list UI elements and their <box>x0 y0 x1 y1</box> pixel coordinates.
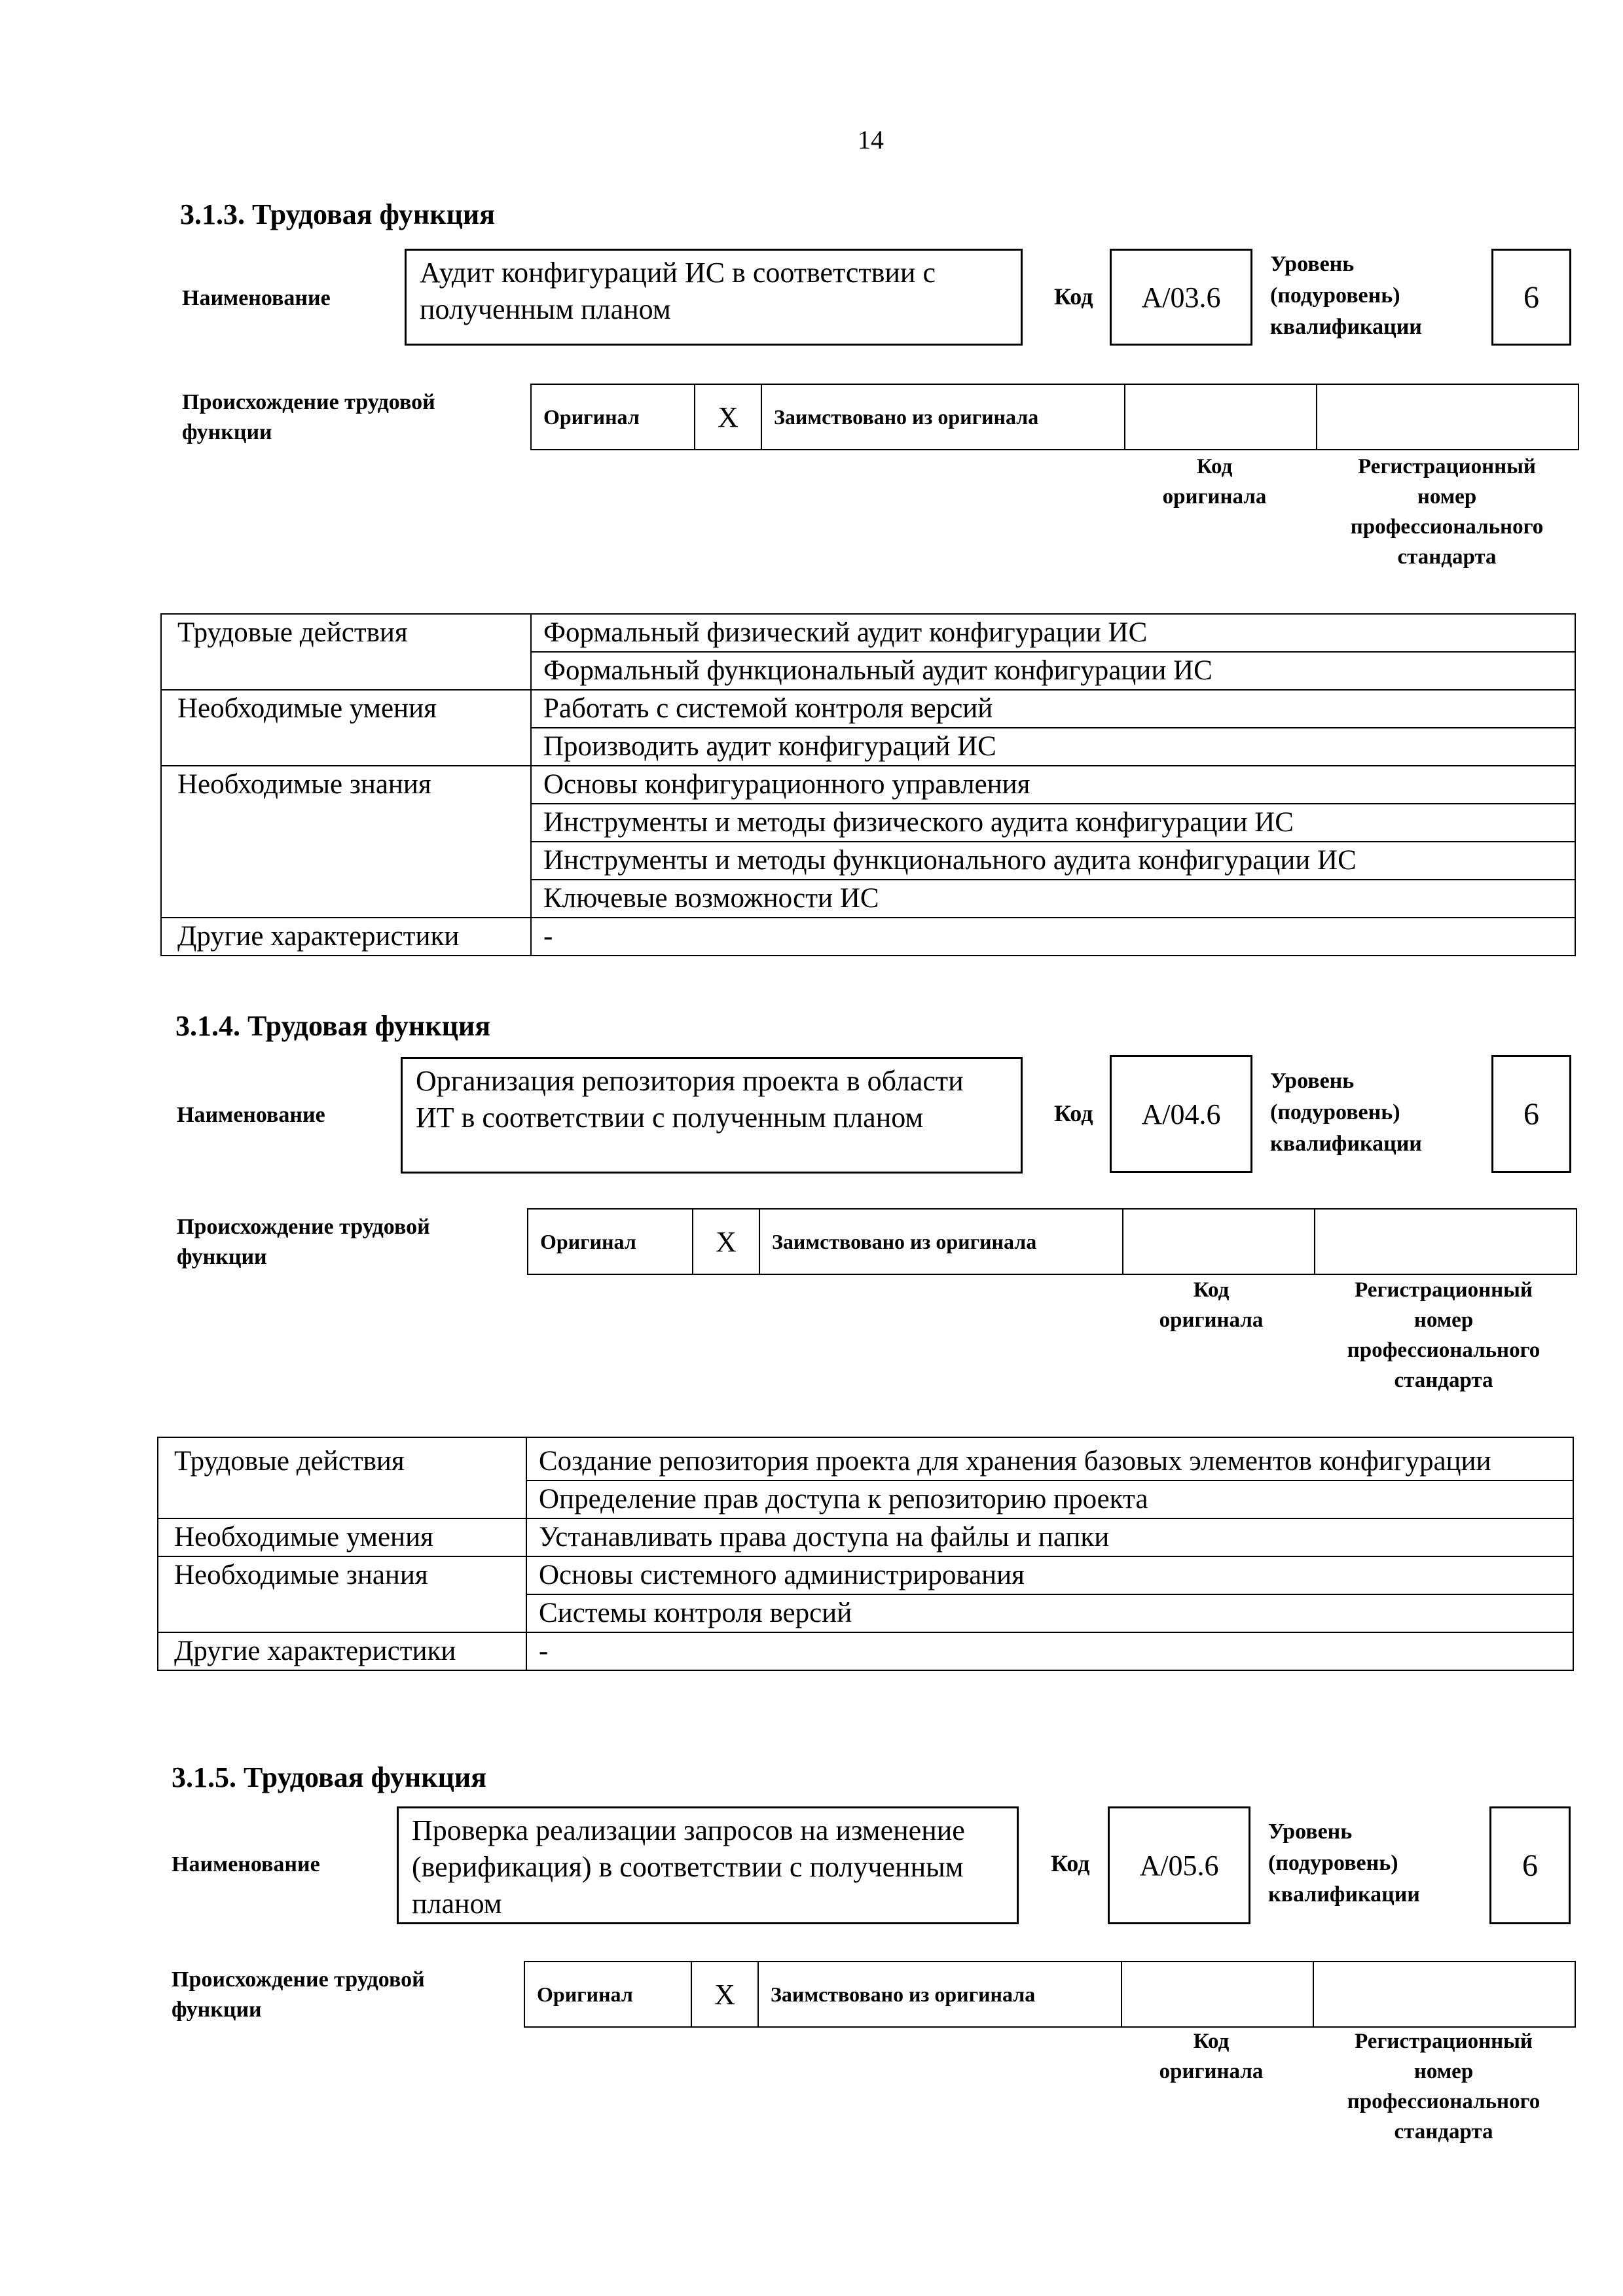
code-label: Код <box>1054 283 1093 310</box>
original-cell: Оригинал <box>528 1209 693 1274</box>
function-name-box: Организация репозитория проекта в области ИТ в соответствии с полученным планом <box>401 1057 1023 1174</box>
borrowed-cell: Заимствовано из оригинала <box>759 1209 1123 1274</box>
level-label-line: квалификации <box>1268 1882 1420 1907</box>
original-x-mark: X <box>693 1209 759 1274</box>
item-cell: Формальный физический аудит конфигурации ИС <box>531 614 1575 652</box>
borrowed-cell: Заимствовано из оригинала <box>758 1962 1122 2027</box>
item-cell: - <box>531 918 1575 956</box>
origin-label-line: функции <box>182 420 272 444</box>
code-label: Код <box>1051 1850 1090 1876</box>
origin-table <box>524 1961 1576 2028</box>
level-label <box>1270 1066 1422 1160</box>
item-cell: Производить аудит конфигураций ИС <box>531 728 1575 766</box>
reg-number-caption <box>1313 1275 1575 1395</box>
level-label-line: (подуровень) <box>1268 1851 1398 1875</box>
caption-line: Код <box>1193 1278 1230 1302</box>
code-box: A/04.6 <box>1110 1055 1252 1173</box>
level-label-line: квалификации <box>1270 1132 1422 1156</box>
item-cell: Инструменты и методы функционального аудита конфигурации ИС <box>531 842 1575 880</box>
table-row <box>158 1632 1573 1670</box>
caption-line: оригинала <box>1159 2060 1264 2083</box>
level-label-line: квалификации <box>1270 315 1422 339</box>
caption-line: стандарта <box>1394 1369 1493 1392</box>
caption-line: Регистрационный <box>1355 1278 1533 1302</box>
caption-line: Код <box>1193 2030 1230 2053</box>
caption-line: номер <box>1413 2060 1474 2083</box>
level-label-line: Уровень <box>1270 1069 1355 1093</box>
item-cell: Создание репозитория проекта для хранения базовых элементов конфигурации <box>526 1437 1573 1480</box>
original-cell: Оригинал <box>531 384 695 450</box>
caption-line: Регистрационный <box>1358 455 1536 478</box>
original-code-cell <box>1123 1209 1315 1274</box>
original-cell: Оригинал <box>524 1962 691 2027</box>
name-label: Наименование <box>177 1103 325 1127</box>
function-name-box: Проверка реализации запросов на изменение (верификация) в соответствии с полученным планом <box>397 1806 1019 1924</box>
item-cell: Формальный функциональный аудит конфигурации ИС <box>531 652 1575 690</box>
borrowed-cell: Заимствовано из оригинала <box>761 384 1125 450</box>
category-cell: Необходимые умения <box>161 690 531 766</box>
table-row <box>158 1556 1573 1594</box>
caption-line: номер <box>1417 485 1477 509</box>
item-cell: Инструменты и методы физического аудита конфигурации ИС <box>531 804 1575 842</box>
original-code-caption <box>1116 1275 1306 1335</box>
table-row <box>158 1518 1573 1556</box>
caption-line: Код <box>1196 455 1233 478</box>
caption-line: стандарта <box>1397 545 1497 569</box>
level-box: 6 <box>1491 249 1571 346</box>
level-label-line: (подуровень) <box>1270 283 1400 308</box>
section-title: 3.1.4. Трудовая функция <box>175 1010 491 1042</box>
caption-line: профессионального <box>1347 2090 1541 2113</box>
category-cell: Необходимые знания <box>161 766 531 918</box>
item-cell: Основы конфигурационного управления <box>531 766 1575 804</box>
page-number: 14 <box>858 125 884 154</box>
function-details-table <box>157 1437 1574 1671</box>
origin-label <box>177 1212 430 1272</box>
name-label: Наименование <box>172 1852 320 1876</box>
level-label-line: (подуровень) <box>1270 1100 1400 1124</box>
caption-line: оригинала <box>1159 1308 1264 1332</box>
reg-number-caption <box>1313 2026 1575 2147</box>
origin-label-line: функции <box>177 1245 267 1269</box>
caption-line: профессионального <box>1350 515 1544 539</box>
origin-label-line: Происхождение трудовой <box>172 1967 425 1992</box>
origin-label-line: функции <box>172 1998 262 2022</box>
table-row <box>158 1437 1573 1480</box>
function-name-box: Аудит конфигураций ИС в соответствии с полученным планом <box>405 249 1023 346</box>
origin-table <box>527 1208 1577 1275</box>
section-title: 3.1.5. Трудовая функция <box>172 1761 487 1793</box>
level-box: 6 <box>1489 1806 1571 1924</box>
name-label: Наименование <box>182 286 331 310</box>
category-cell: Необходимые умения <box>158 1518 526 1556</box>
original-code-cell <box>1122 1962 1313 2027</box>
reg-number-cell <box>1315 1209 1577 1274</box>
origin-label <box>172 1965 425 2025</box>
item-cell: Работать с системой контроля версий <box>531 690 1575 728</box>
item-cell: Основы системного администрирования <box>526 1556 1573 1594</box>
category-cell: Трудовые действия <box>161 614 531 690</box>
caption-line: профессионального <box>1347 1338 1541 1362</box>
code-box: A/03.6 <box>1110 249 1252 346</box>
category-cell: Необходимые знания <box>158 1556 526 1632</box>
category-cell: Трудовые действия <box>158 1437 526 1518</box>
table-row <box>161 918 1575 956</box>
origin-label-line: Происхождение трудовой <box>182 390 435 414</box>
section-title: 3.1.3. Трудовая функция <box>180 198 496 230</box>
caption-line: номер <box>1413 1308 1474 1332</box>
item-cell: Устанавливать права доступа на файлы и папки <box>526 1518 1573 1556</box>
category-cell: Другие характеристики <box>158 1632 526 1670</box>
level-box: 6 <box>1491 1055 1571 1173</box>
reg-number-cell <box>1313 1962 1575 2027</box>
level-label-line: Уровень <box>1268 1820 1353 1844</box>
category-cell: Другие характеристики <box>161 918 531 956</box>
caption-line: Регистрационный <box>1355 2030 1533 2053</box>
original-x-mark: X <box>695 384 761 450</box>
level-label-line: Уровень <box>1270 252 1355 276</box>
caption-line: оригинала <box>1162 485 1267 509</box>
item-cell: Системы контроля версий <box>526 1594 1573 1632</box>
item-cell: Определение прав доступа к репозиторию проекта <box>526 1480 1573 1518</box>
code-box: A/05.6 <box>1108 1806 1250 1924</box>
caption-line: стандарта <box>1394 2120 1493 2144</box>
item-cell: - <box>526 1632 1573 1670</box>
original-code-caption <box>1116 2026 1306 2087</box>
code-label: Код <box>1054 1100 1093 1126</box>
item-cell: Ключевые возможности ИС <box>531 880 1575 918</box>
original-x-mark: X <box>691 1962 758 2027</box>
origin-label-line: Происхождение трудовой <box>177 1215 430 1239</box>
level-label <box>1268 1816 1420 1910</box>
